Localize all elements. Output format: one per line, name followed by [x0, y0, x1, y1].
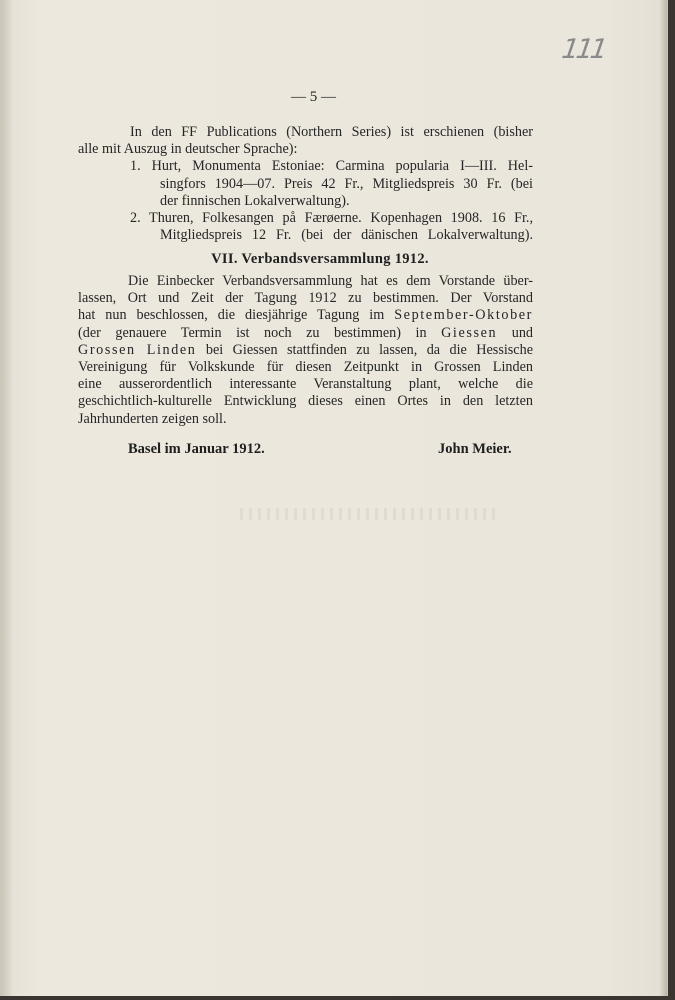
list-item-2-first: 2. Thuren, Folkesangen på Færøerne. Kopenhagen 1908. 16 Fr.,	[130, 210, 533, 227]
publications-paragraph	[78, 124, 533, 244]
handwritten-folio-number: 111	[560, 34, 608, 65]
body-paragraph	[78, 273, 533, 428]
body-line-3	[78, 307, 533, 324]
body-line-4-end: und	[497, 324, 534, 341]
body-line-9: Jahrhunderten zeigen soll.	[78, 410, 227, 427]
show-through-smudge	[240, 508, 500, 520]
body-line-5-text: bei Giessen stattfinden zu lassen, da die Hessische	[196, 341, 533, 358]
list-item-1-first: 1. Hurt, Monumenta Estoniae: Carmina popularia I—III. Hel-	[130, 158, 533, 175]
list-item-1-line-3: der finnischen Lokalverwaltung).	[160, 192, 350, 209]
binding-shadow	[0, 0, 12, 996]
section-heading: VII. Verbandsversammlung 1912.	[211, 251, 429, 267]
list-item-1-line-2: singfors 1904—07. Preis 42 Fr., Mitgliedspreis 30 Fr. (bei	[160, 175, 533, 192]
place-date: Basel im Januar 1912.	[128, 441, 265, 457]
emphasis-dates: September-Oktober	[394, 307, 533, 324]
body-line-4	[78, 325, 533, 342]
body-line-6: Vereinigung für Volkskunde für diesen Zeitpunkt in Grossen Linden	[78, 359, 533, 376]
body-line-3-text: hat nun beschlossen, die diesjährige Tagung im	[78, 307, 395, 324]
emphasis-grossen-linden: Grossen Linden	[78, 341, 197, 358]
body-line-4-text: (der genauere Termin ist noch zu bestimmen) in	[78, 324, 442, 341]
signatory-name: John Meier.	[438, 441, 512, 457]
emphasis-giessen: Giessen	[441, 324, 498, 341]
body-line-5	[78, 342, 533, 359]
body-line-8: geschichtlich-kulturelle Entwicklung dieses einen Ortes in den letzten	[78, 393, 533, 410]
body-line-1: Die Einbecker Verbandsversammlung hat es dem Vorstande über-	[128, 273, 533, 289]
list-item-2-line-2: Mitgliedspreis 12 Fr. (bei der dänischen Lokalverwaltung).	[160, 227, 533, 244]
page-number: — 5 —	[291, 89, 336, 105]
body-line-2: lassen, Ort und Zeit der Tagung 1912 zu bestimmen. Der Vorstand	[78, 290, 533, 307]
intro-line-1: In den FF Publications (Northern Series) ist erschienen (bisher	[130, 124, 533, 140]
body-line-7: eine ausserordentlich interessante Veranstaltung plant, welche die	[78, 376, 533, 393]
intro-line-2: alle mit Auszug in deutscher Sprache):	[78, 141, 298, 158]
page-edge	[659, 0, 667, 996]
